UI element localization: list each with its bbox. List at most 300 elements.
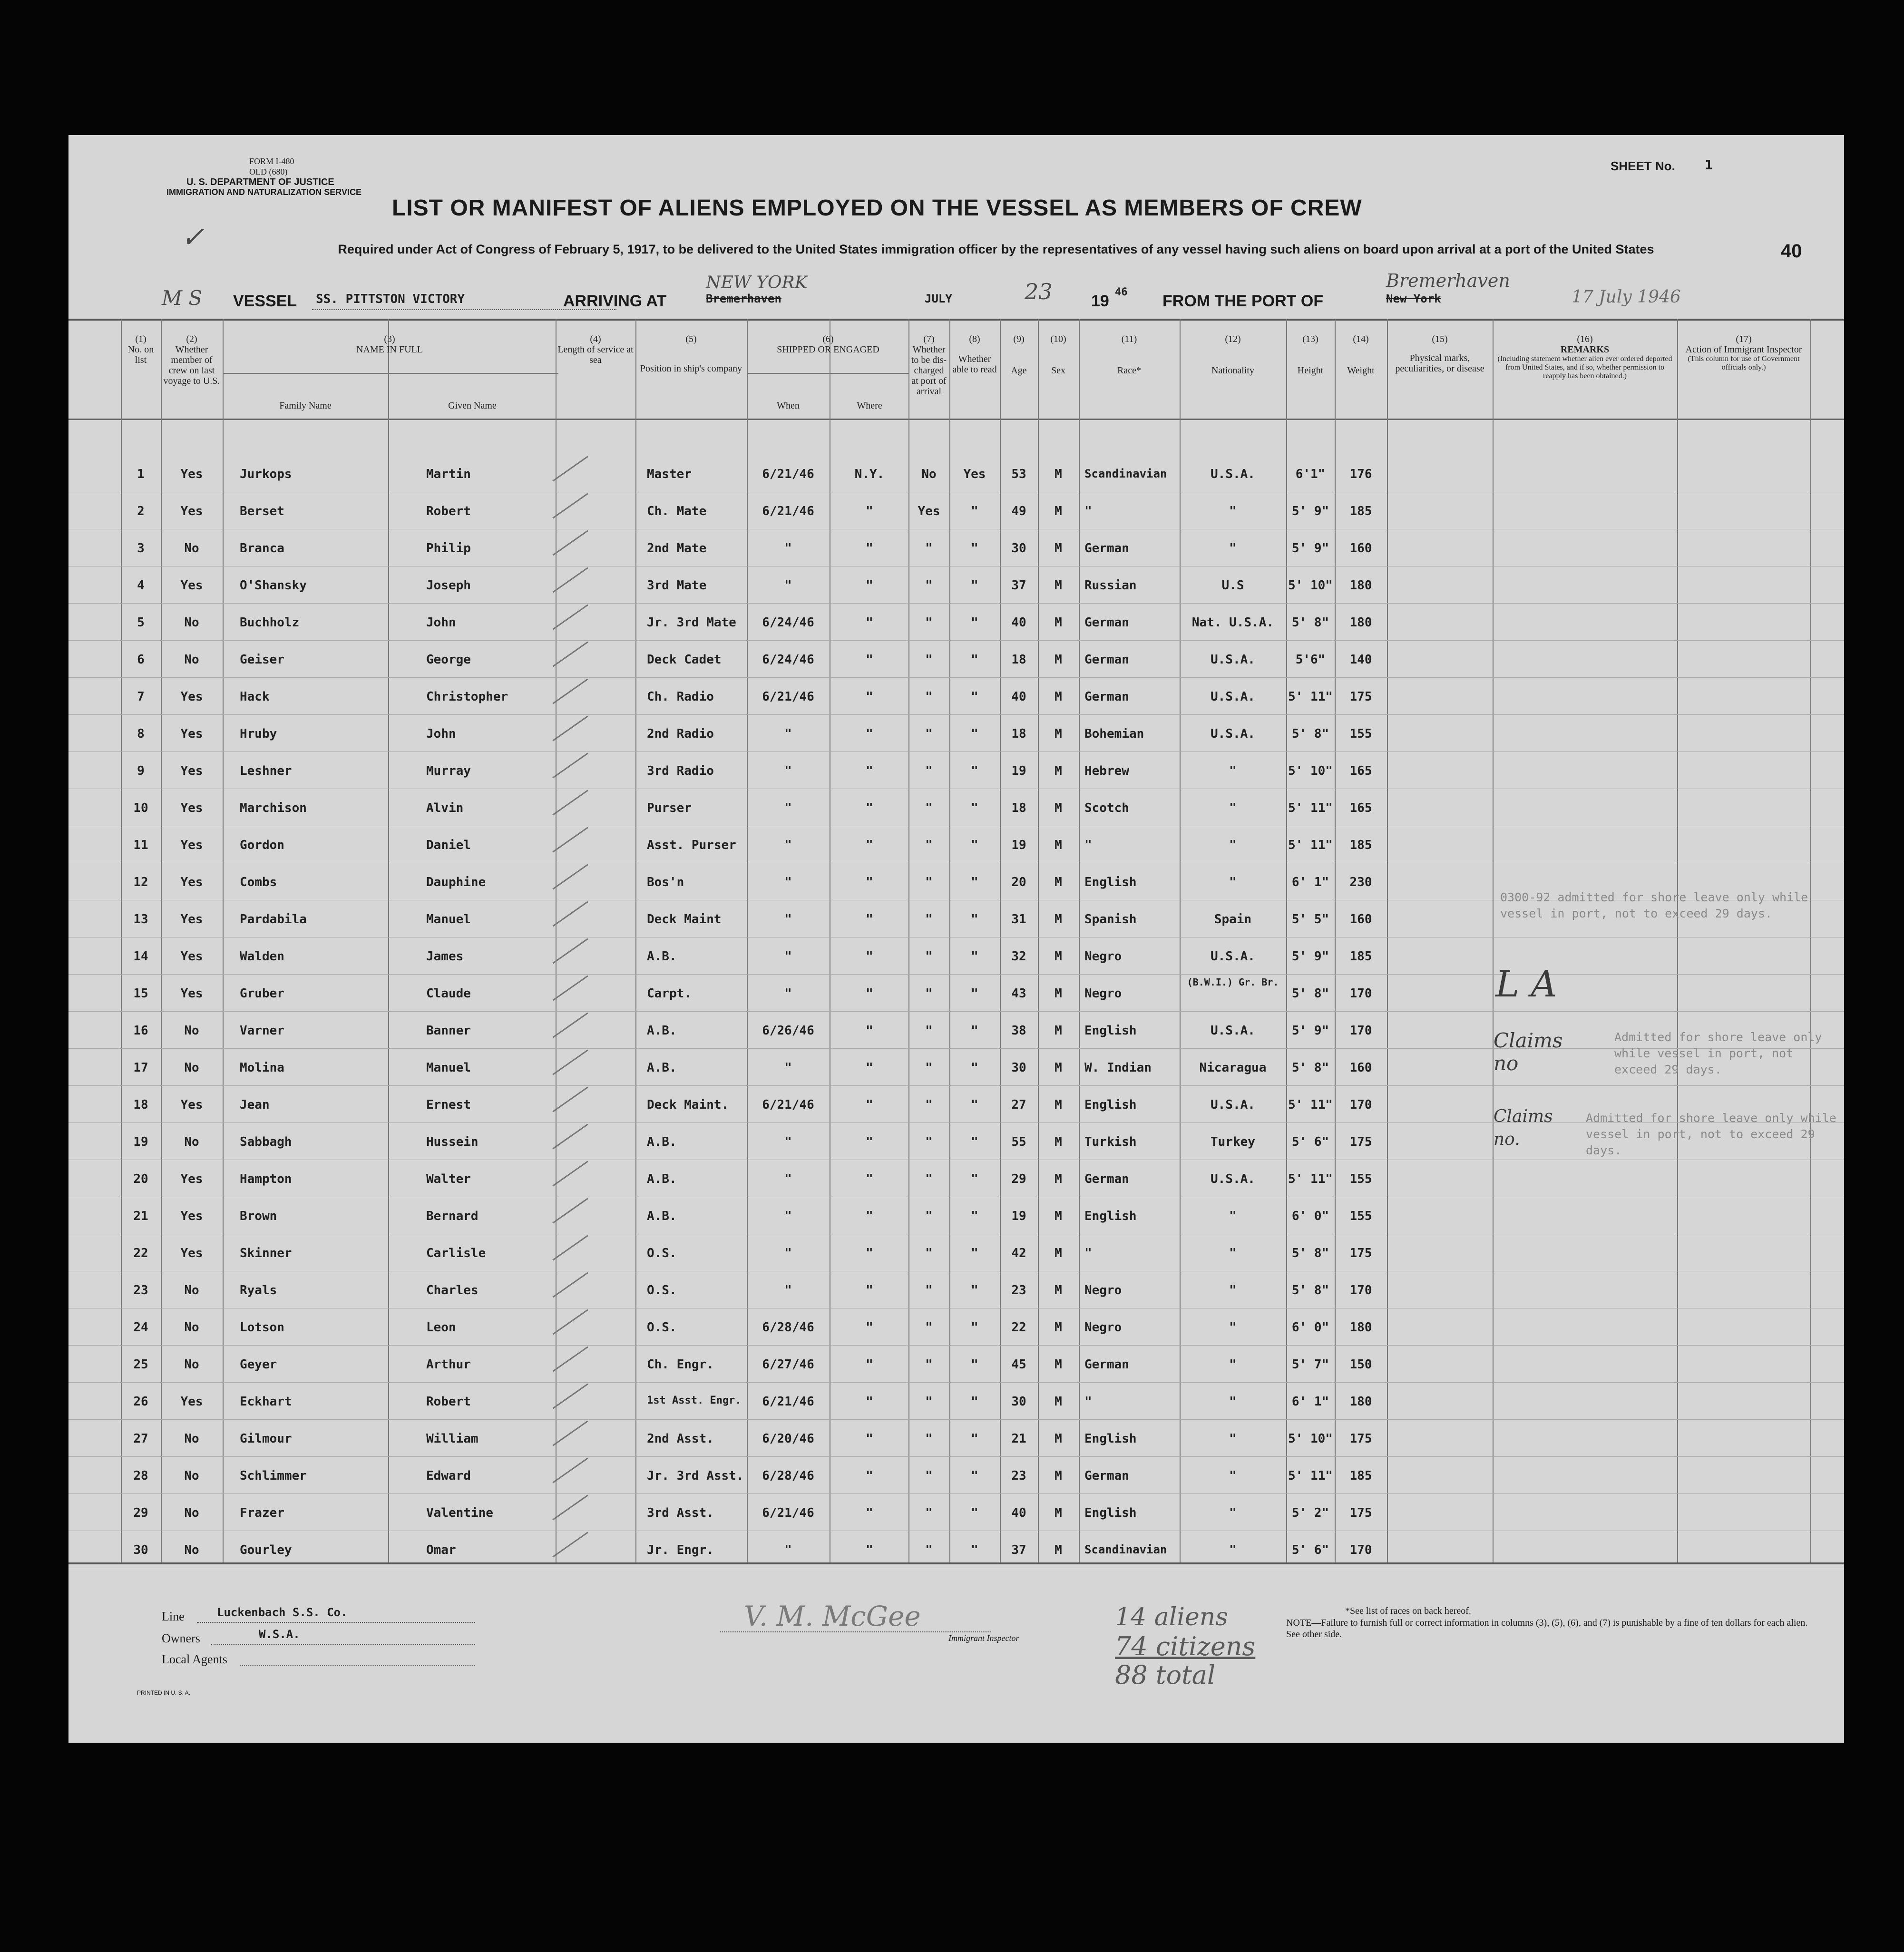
cell-nationality: U.S.A.: [1211, 1172, 1255, 1186]
cell-sex: M: [1055, 1432, 1062, 1446]
cell-given-name: Hussein: [426, 1135, 478, 1149]
col-header-service: (4) Length of service at sea: [557, 334, 634, 365]
cell-age: 20: [1011, 875, 1026, 889]
cell-height: 5' 10": [1288, 764, 1333, 778]
cell-able-to-read: Yes: [963, 467, 986, 481]
cell-when: ": [784, 949, 792, 964]
cell-able-to-read: ": [971, 764, 978, 778]
table-row: [68, 834, 1844, 871]
cell-sex: M: [1055, 1098, 1062, 1112]
row-rule: [68, 677, 1844, 678]
cell-nationality: U.S.A.: [1211, 467, 1255, 481]
local-agents-label: Local Agents: [162, 1652, 227, 1666]
cell-position: A.B.: [647, 1024, 677, 1038]
cell-race: German: [1084, 615, 1129, 630]
cell-race: Negro: [1084, 986, 1122, 1001]
from-port-label: FROM THE PORT OF: [1162, 292, 1324, 310]
cell-race: Spanish: [1084, 912, 1137, 927]
cell-weight: 170: [1349, 1024, 1372, 1038]
cell-race: W. Indian: [1084, 1061, 1152, 1075]
cell-where: ": [866, 1209, 873, 1223]
cell-position: Ch. Engr.: [647, 1357, 714, 1372]
cell-height: 5' 8": [1291, 1246, 1329, 1260]
cell-weight: 155: [1349, 727, 1372, 741]
cell-nationality: ": [1229, 1469, 1237, 1483]
cell-race: Negro: [1084, 1283, 1122, 1298]
cell-able-to-read: ": [971, 653, 978, 667]
cell-weight: 160: [1349, 541, 1372, 556]
cell-family-name: Schlimmer: [240, 1469, 307, 1483]
owners-label: Owners: [162, 1631, 200, 1645]
cell-sex: M: [1055, 912, 1062, 927]
cell-no: 1: [137, 467, 145, 481]
cell-race: German: [1084, 1357, 1129, 1372]
cell-nationality: ": [1229, 1246, 1237, 1260]
table-row: [68, 1502, 1844, 1539]
cell-where: ": [866, 1283, 873, 1298]
cell-able-to-read: ": [971, 949, 978, 964]
cell-given-name: Manuel: [426, 912, 471, 927]
cell-when: ": [784, 1209, 792, 1223]
cell-able-to-read: ": [971, 1283, 978, 1298]
cell-nationality: ": [1229, 541, 1237, 556]
cell-where: ": [866, 578, 873, 593]
cell-age: 49: [1011, 504, 1026, 518]
cell-race: ": [1084, 1395, 1092, 1409]
cell-age: 27: [1011, 1098, 1026, 1112]
cell-crew-last-voyage: No: [184, 1320, 199, 1335]
cell-race: German: [1084, 653, 1129, 667]
table-row: [68, 612, 1844, 649]
col-header-age: (9) Age: [1011, 334, 1027, 376]
cell-crew-last-voyage: Yes: [180, 949, 203, 964]
cell-race: ": [1084, 838, 1092, 852]
cell-age: 31: [1011, 912, 1026, 927]
cell-position: O.S.: [647, 1320, 677, 1335]
cell-no: 29: [133, 1506, 148, 1520]
cell-where: ": [866, 764, 873, 778]
cell-given-name: Edward: [426, 1469, 471, 1483]
cell-race: English: [1084, 1506, 1137, 1520]
cell-race: ": [1084, 504, 1092, 518]
cell-discharged: ": [925, 1506, 933, 1520]
cell-family-name: Eckhart: [240, 1395, 292, 1409]
cell-where: ": [866, 727, 873, 741]
cell-given-name: Murray: [426, 764, 471, 778]
cell-discharged: ": [925, 1395, 933, 1409]
cell-able-to-read: ": [971, 1172, 978, 1186]
cell-weight: 175: [1349, 1135, 1372, 1149]
cell-discharged: ": [925, 690, 933, 704]
cell-where: ": [866, 1506, 873, 1520]
cell-sex: M: [1055, 1061, 1062, 1075]
cell-family-name: Geyer: [240, 1357, 277, 1372]
table-row: [68, 1057, 1844, 1094]
cell-position: 2nd Radio: [647, 727, 714, 741]
cell-sex: M: [1055, 1246, 1062, 1260]
cell-race: English: [1084, 1432, 1137, 1446]
cell-height: 5' 11": [1288, 1469, 1333, 1483]
cell-no: 16: [133, 1024, 148, 1038]
cell-no: 22: [133, 1246, 148, 1260]
cell-no: 10: [133, 801, 148, 815]
cell-age: 18: [1011, 801, 1026, 815]
cell-family-name: Skinner: [240, 1246, 292, 1260]
cell-weight: 165: [1349, 801, 1372, 815]
cell-nationality: ": [1229, 1283, 1237, 1298]
cell-given-name: Bernard: [426, 1209, 478, 1223]
cell-family-name: Gilmour: [240, 1432, 292, 1446]
cell-discharged: ": [925, 727, 933, 741]
cell-family-name: Sabbagh: [240, 1135, 292, 1149]
cell-crew-last-voyage: Yes: [180, 727, 203, 741]
cell-when: ": [784, 541, 792, 556]
cell-able-to-read: ": [971, 1135, 978, 1149]
cell-where: ": [866, 1432, 873, 1446]
cell-where: ": [866, 949, 873, 964]
manifest-sheet: [68, 135, 1844, 1743]
table-row: [68, 575, 1844, 612]
table-row: [68, 463, 1844, 500]
cell-nationality: U.S.A.: [1211, 1098, 1255, 1112]
cell-position: Asst. Purser: [647, 838, 736, 852]
cell-no: 23: [133, 1283, 148, 1298]
cell-position: A.B.: [647, 1135, 677, 1149]
cell-where: ": [866, 541, 873, 556]
table-row: [68, 797, 1844, 834]
cell-position: 3rd Radio: [647, 764, 714, 778]
cell-crew-last-voyage: Yes: [180, 1246, 203, 1260]
col-header-weight: (14) Weight: [1347, 334, 1375, 376]
cell-race: German: [1084, 1469, 1129, 1483]
page-title: LIST OR MANIFEST OF ALIENS EMPLOYED ON THE VESSEL AS MEMBERS OF CREW: [392, 195, 1362, 221]
cell-position: 3rd Asst.: [647, 1506, 714, 1520]
cell-where: N.Y.: [854, 467, 885, 481]
cell-sex: M: [1055, 1283, 1062, 1298]
cell-able-to-read: ": [971, 541, 978, 556]
cell-sex: M: [1055, 1357, 1062, 1372]
col-header-read: (8) Whether able to read: [952, 334, 997, 375]
table-row: [68, 1205, 1844, 1242]
cell-crew-last-voyage: No: [184, 541, 199, 556]
cell-weight: 185: [1349, 949, 1372, 964]
cell-discharged: ": [925, 1432, 933, 1446]
cell-able-to-read: ": [971, 1432, 978, 1446]
cell-position: A.B.: [647, 949, 677, 964]
cell-height: 5' 9": [1291, 504, 1329, 518]
cell-where: ": [866, 1469, 873, 1483]
cell-able-to-read: ": [971, 1395, 978, 1409]
cell-crew-last-voyage: Yes: [180, 578, 203, 593]
cell-sex: M: [1055, 504, 1062, 518]
cell-no: 9: [137, 764, 145, 778]
cell-able-to-read: ": [971, 1357, 978, 1372]
cell-family-name: Hampton: [240, 1172, 292, 1186]
cell-crew-last-voyage: Yes: [180, 1395, 203, 1409]
cell-no: 8: [137, 727, 145, 741]
cell-weight: 155: [1349, 1209, 1372, 1223]
cell-sex: M: [1055, 541, 1062, 556]
row-rule: [68, 1011, 1844, 1012]
cell-sex: M: [1055, 838, 1062, 852]
cell-age: 23: [1011, 1283, 1026, 1298]
cell-able-to-read: ": [971, 1209, 978, 1223]
cell-discharged: ": [925, 1543, 933, 1557]
cell-discharged: ": [925, 1024, 933, 1038]
service: IMMIGRATION AND NATURALIZATION SERVICE: [166, 187, 361, 197]
cell-when: ": [784, 801, 792, 815]
cell-given-name: Claude: [426, 986, 471, 1001]
cell-able-to-read: ": [971, 1320, 978, 1335]
cell-nationality: ": [1229, 1357, 1237, 1372]
line-value: Luckenbach S.S. Co.: [217, 1606, 348, 1619]
cell-when: ": [784, 1283, 792, 1298]
cell-weight: 175: [1349, 1246, 1372, 1260]
vessel-name: SS. PITTSTON VICTORY: [316, 292, 465, 306]
cell-sex: M: [1055, 615, 1062, 630]
year-prefix: 19: [1091, 292, 1109, 310]
cell-no: 17: [133, 1061, 148, 1075]
cell-height: 5' 7": [1291, 1357, 1329, 1372]
cell-age: 40: [1011, 615, 1026, 630]
cell-where: ": [866, 1135, 873, 1149]
cell-age: 40: [1011, 1506, 1026, 1520]
cell-height: 5' 8": [1291, 615, 1329, 630]
cell-sex: M: [1055, 801, 1062, 815]
remark-row-19: Admitted for shore leave only while vessel in port, not to exceed 29 days.: [1586, 1111, 1836, 1157]
cell-age: 37: [1011, 578, 1026, 593]
arriving-struck: Bremerhaven: [706, 292, 781, 305]
cell-nationality: ": [1229, 1320, 1237, 1335]
table-row: [68, 760, 1844, 797]
cell-crew-last-voyage: No: [184, 1432, 199, 1446]
cell-height: 5'6": [1295, 653, 1326, 667]
cell-race: German: [1084, 690, 1129, 704]
cell-when: ": [784, 1543, 792, 1557]
cell-discharged: ": [925, 1469, 933, 1483]
cell-when: ": [784, 838, 792, 852]
cell-nationality: ": [1229, 764, 1237, 778]
cell-age: 23: [1011, 1469, 1026, 1483]
cell-family-name: Buchholz: [240, 615, 300, 630]
cell-nationality: Spain: [1214, 912, 1252, 927]
cell-weight: 165: [1349, 764, 1372, 778]
cell-where: ": [866, 615, 873, 630]
table-row: [68, 1279, 1844, 1317]
cell-height: 5' 11": [1288, 838, 1333, 852]
cell-where: ": [866, 653, 873, 667]
cell-position: O.S.: [647, 1246, 677, 1260]
cell-no: 20: [133, 1172, 148, 1186]
cell-sex: M: [1055, 727, 1062, 741]
inspector-signature: V. M. McGee: [744, 1600, 921, 1632]
cell-age: 43: [1011, 986, 1026, 1001]
table-row: [68, 723, 1844, 760]
cell-sex: M: [1055, 467, 1062, 481]
cell-given-name: Christopher: [426, 690, 508, 704]
cell-given-name: John: [426, 727, 456, 741]
cell-when: 6/21/46: [762, 1098, 814, 1112]
cell-nationality: ": [1229, 1506, 1237, 1520]
cell-position: O.S.: [647, 1283, 677, 1298]
cell-family-name: Branca: [240, 541, 284, 556]
table-row: [68, 1465, 1844, 1502]
row-rule: [68, 1382, 1844, 1383]
cell-position: A.B.: [647, 1061, 677, 1075]
cell-weight: 170: [1349, 986, 1372, 1001]
cell-sex: M: [1055, 1135, 1062, 1149]
cell-nationality: U.S.A.: [1211, 690, 1255, 704]
cell-when: 6/21/46: [762, 1506, 814, 1520]
arrival-month: JULY: [925, 292, 952, 305]
cell-race: English: [1084, 1024, 1137, 1038]
cell-race: Hebrew: [1084, 764, 1129, 778]
cell-nationality: Turkey: [1211, 1135, 1255, 1149]
cell-age: 19: [1011, 838, 1026, 852]
cell-when: ": [784, 578, 792, 593]
cell-discharged: ": [925, 1246, 933, 1260]
cell-height: 5' 11": [1288, 1098, 1333, 1112]
cell-family-name: O'Shansky: [240, 578, 307, 593]
cell-able-to-read: ": [971, 986, 978, 1001]
remark-row-17: Admitted for shore leave only while vessel in port, not exceed 29 days.: [1614, 1030, 1822, 1076]
cell-given-name: Manuel: [426, 1061, 471, 1075]
cell-where: ": [866, 1395, 873, 1409]
arriving-label: ARRIVING AT: [563, 292, 667, 310]
tally-citizens: 74 citizens: [1115, 1631, 1256, 1661]
cell-age: 53: [1011, 467, 1026, 481]
cell-crew-last-voyage: Yes: [180, 912, 203, 927]
cell-where: ": [866, 838, 873, 852]
cell-family-name: Leshner: [240, 764, 292, 778]
cell-when: 6/21/46: [762, 504, 814, 518]
cell-discharged: No: [921, 467, 937, 481]
cell-position: 2nd Asst.: [647, 1432, 714, 1446]
cell-weight: 180: [1349, 578, 1372, 593]
cell-crew-last-voyage: No: [184, 1469, 199, 1483]
cell-age: 30: [1011, 1395, 1026, 1409]
cell-height: 5' 6": [1291, 1135, 1329, 1149]
cell-where: ": [866, 1024, 873, 1038]
cell-race: Scandinavian: [1084, 1543, 1167, 1556]
cell-height: 5' 9": [1291, 949, 1329, 964]
table-row: [68, 1539, 1844, 1576]
cell-when: 6/27/46: [762, 1357, 814, 1372]
cell-given-name: Arthur: [426, 1357, 471, 1372]
cell-height: 5' 8": [1291, 1061, 1329, 1075]
cell-position: Deck Cadet: [647, 653, 722, 667]
form-number: FORM I-480: [249, 156, 294, 166]
cell-when: 6/21/46: [762, 690, 814, 704]
table-row: [68, 649, 1844, 686]
cell-sex: M: [1055, 1320, 1062, 1335]
cell-height: 5' 6": [1291, 1543, 1329, 1557]
cell-when: ": [784, 727, 792, 741]
cell-weight: 175: [1349, 1506, 1372, 1520]
table-row: [68, 976, 1844, 1020]
col-header-shipped: (6) SHIPPED OR ENGAGED: [777, 334, 879, 355]
cell-discharged: ": [925, 1061, 933, 1075]
cell-position: Master: [647, 467, 692, 481]
row-rule: [68, 1345, 1844, 1346]
cell-where: ": [866, 1543, 873, 1557]
cell-when: ": [784, 875, 792, 889]
sheet-number: 1: [1705, 157, 1713, 173]
cell-crew-last-voyage: No: [184, 1061, 199, 1075]
cell-no: 27: [133, 1432, 148, 1446]
cell-age: 32: [1011, 949, 1026, 964]
cell-where: ": [866, 1357, 873, 1372]
cell-nationality: ": [1229, 1432, 1237, 1446]
cell-sex: M: [1055, 764, 1062, 778]
table-row: [68, 1168, 1844, 1205]
cell-discharged: ": [925, 578, 933, 593]
cell-discharged: ": [925, 1209, 933, 1223]
col-header-height: (13) Height: [1297, 334, 1324, 376]
table-row: [68, 1391, 1844, 1428]
cell-family-name: Pardabila: [240, 912, 307, 927]
cell-race: ": [1084, 1246, 1092, 1260]
remark-row-12: 0300-92 admitted for shore leave only while vessel in port, not to exceed 29 days.: [1500, 890, 1808, 920]
tally-aliens: 14 aliens: [1115, 1603, 1228, 1631]
cell-race: English: [1084, 1098, 1137, 1112]
cell-no: 6: [137, 653, 145, 667]
cell-given-name: Banner: [426, 1024, 471, 1038]
cell-height: 5' 5": [1291, 912, 1329, 927]
vessel-label: VESSEL: [233, 292, 297, 310]
cell-age: 45: [1011, 1357, 1026, 1372]
cell-nationality: Nicaragua: [1199, 1061, 1267, 1075]
cell-discharged: ": [925, 986, 933, 1001]
table-row: [68, 537, 1844, 575]
cell-height: 5' 10": [1288, 1432, 1333, 1446]
year-suffix: 46: [1115, 286, 1128, 298]
row-rule: [68, 1493, 1844, 1494]
cell-discharged: ": [925, 1320, 933, 1335]
cell-discharged: Yes: [918, 504, 940, 518]
cell-given-name: Martin: [426, 467, 471, 481]
cell-discharged: ": [925, 949, 933, 964]
cell-position: 2nd Mate: [647, 541, 707, 556]
cell-height: 5' 8": [1291, 1283, 1329, 1298]
cell-family-name: Gourley: [240, 1543, 292, 1557]
row-rule: [68, 1122, 1844, 1123]
cell-race: Scotch: [1084, 801, 1129, 815]
cell-crew-last-voyage: Yes: [180, 838, 203, 852]
cell-no: 3: [137, 541, 145, 556]
cell-no: 26: [133, 1395, 148, 1409]
cell-height: 6' 0": [1291, 1320, 1329, 1335]
col-header-when: When: [777, 400, 800, 411]
cell-discharged: ": [925, 1135, 933, 1149]
cell-position: Bos'n: [647, 875, 684, 889]
cell-weight: 170: [1349, 1283, 1372, 1298]
cell-height: 5' 9": [1291, 1024, 1329, 1038]
cell-crew-last-voyage: No: [184, 1357, 199, 1372]
col-header-crew: (2) Whether member of crew on last voyage to U.S.: [163, 334, 220, 386]
cell-crew-last-voyage: Yes: [180, 875, 203, 889]
cell-no: 11: [133, 838, 148, 852]
cell-crew-last-voyage: Yes: [180, 801, 203, 815]
cell-family-name: Berset: [240, 504, 284, 518]
cell-age: 19: [1011, 764, 1026, 778]
cell-given-name: Leon: [426, 1320, 456, 1335]
cell-crew-last-voyage: No: [184, 1543, 199, 1557]
cell-race: English: [1084, 875, 1137, 889]
cell-given-name: Walter: [426, 1172, 471, 1186]
cell-height: 6' 1": [1291, 1395, 1329, 1409]
cell-nationality: ": [1229, 1209, 1237, 1223]
